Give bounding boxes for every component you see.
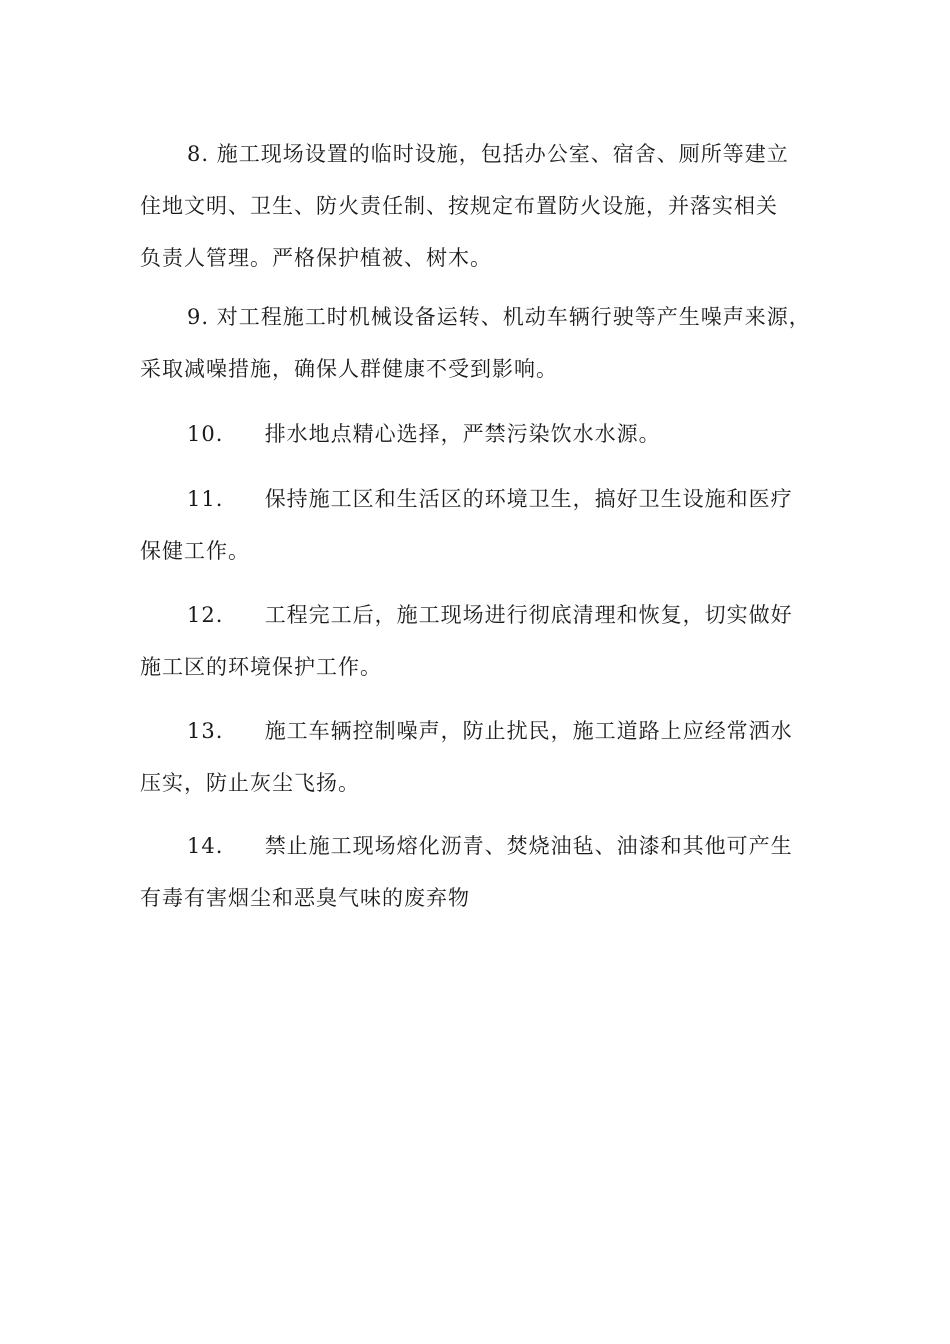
list-item-10 xyxy=(140,408,810,460)
item-text-line: 压实，防止灰尘飞扬。 xyxy=(140,771,360,795)
list-item-12 xyxy=(140,589,810,693)
item-number: 14. xyxy=(187,834,224,858)
list-item-14 xyxy=(140,820,810,924)
list-item-13 xyxy=(140,705,810,809)
item-text-line: 保健工作。 xyxy=(140,539,250,563)
item-text-line: 负责人管理。严格保护植被、树木。 xyxy=(140,246,492,270)
item-text-line: 工程完工后，施工现场进行彻底清理和恢复，切实做好 xyxy=(264,603,793,627)
item-number: 13. xyxy=(187,719,224,743)
list-item-8 xyxy=(140,128,810,284)
item-number: 11. xyxy=(187,487,224,511)
list-item-11 xyxy=(140,473,810,577)
item-text-line: 住地文明、卫生、防火责任制、按规定布置防火设施，并落实相关 xyxy=(140,194,778,218)
list-item-9 xyxy=(140,291,810,395)
item-number: 9. xyxy=(187,305,210,329)
item-number: 8. xyxy=(187,142,210,166)
item-text-line: 保持施工区和生活区的环境卫生，搞好卫生设施和医疗 xyxy=(264,487,793,511)
item-number: 10. xyxy=(187,422,224,446)
item-text-line: 施工现场设置的临时设施，包括办公室、宿舍、厕所等建立 xyxy=(216,142,789,166)
item-text-line: 对工程施工时机械设备运转、机动车辆行驶等产生噪声来源， xyxy=(216,305,811,329)
item-text-line: 施工车辆控制噪声，防止扰民，施工道路上应经常洒水 xyxy=(264,719,793,743)
item-text-line: 禁止施工现场熔化沥青、焚烧油毡、油漆和其他可产生 xyxy=(264,834,793,858)
item-text-line: 排水地点精心选择，严禁污染饮水水源。 xyxy=(264,422,661,446)
item-number: 12. xyxy=(187,603,224,627)
item-text-line: 施工区的环境保护工作。 xyxy=(140,655,382,679)
item-text-line: 有毒有害烟尘和恶臭气味的废弃物 xyxy=(140,886,470,910)
item-text-line: 采取减噪措施，确保人群健康不受到影响。 xyxy=(140,357,558,381)
